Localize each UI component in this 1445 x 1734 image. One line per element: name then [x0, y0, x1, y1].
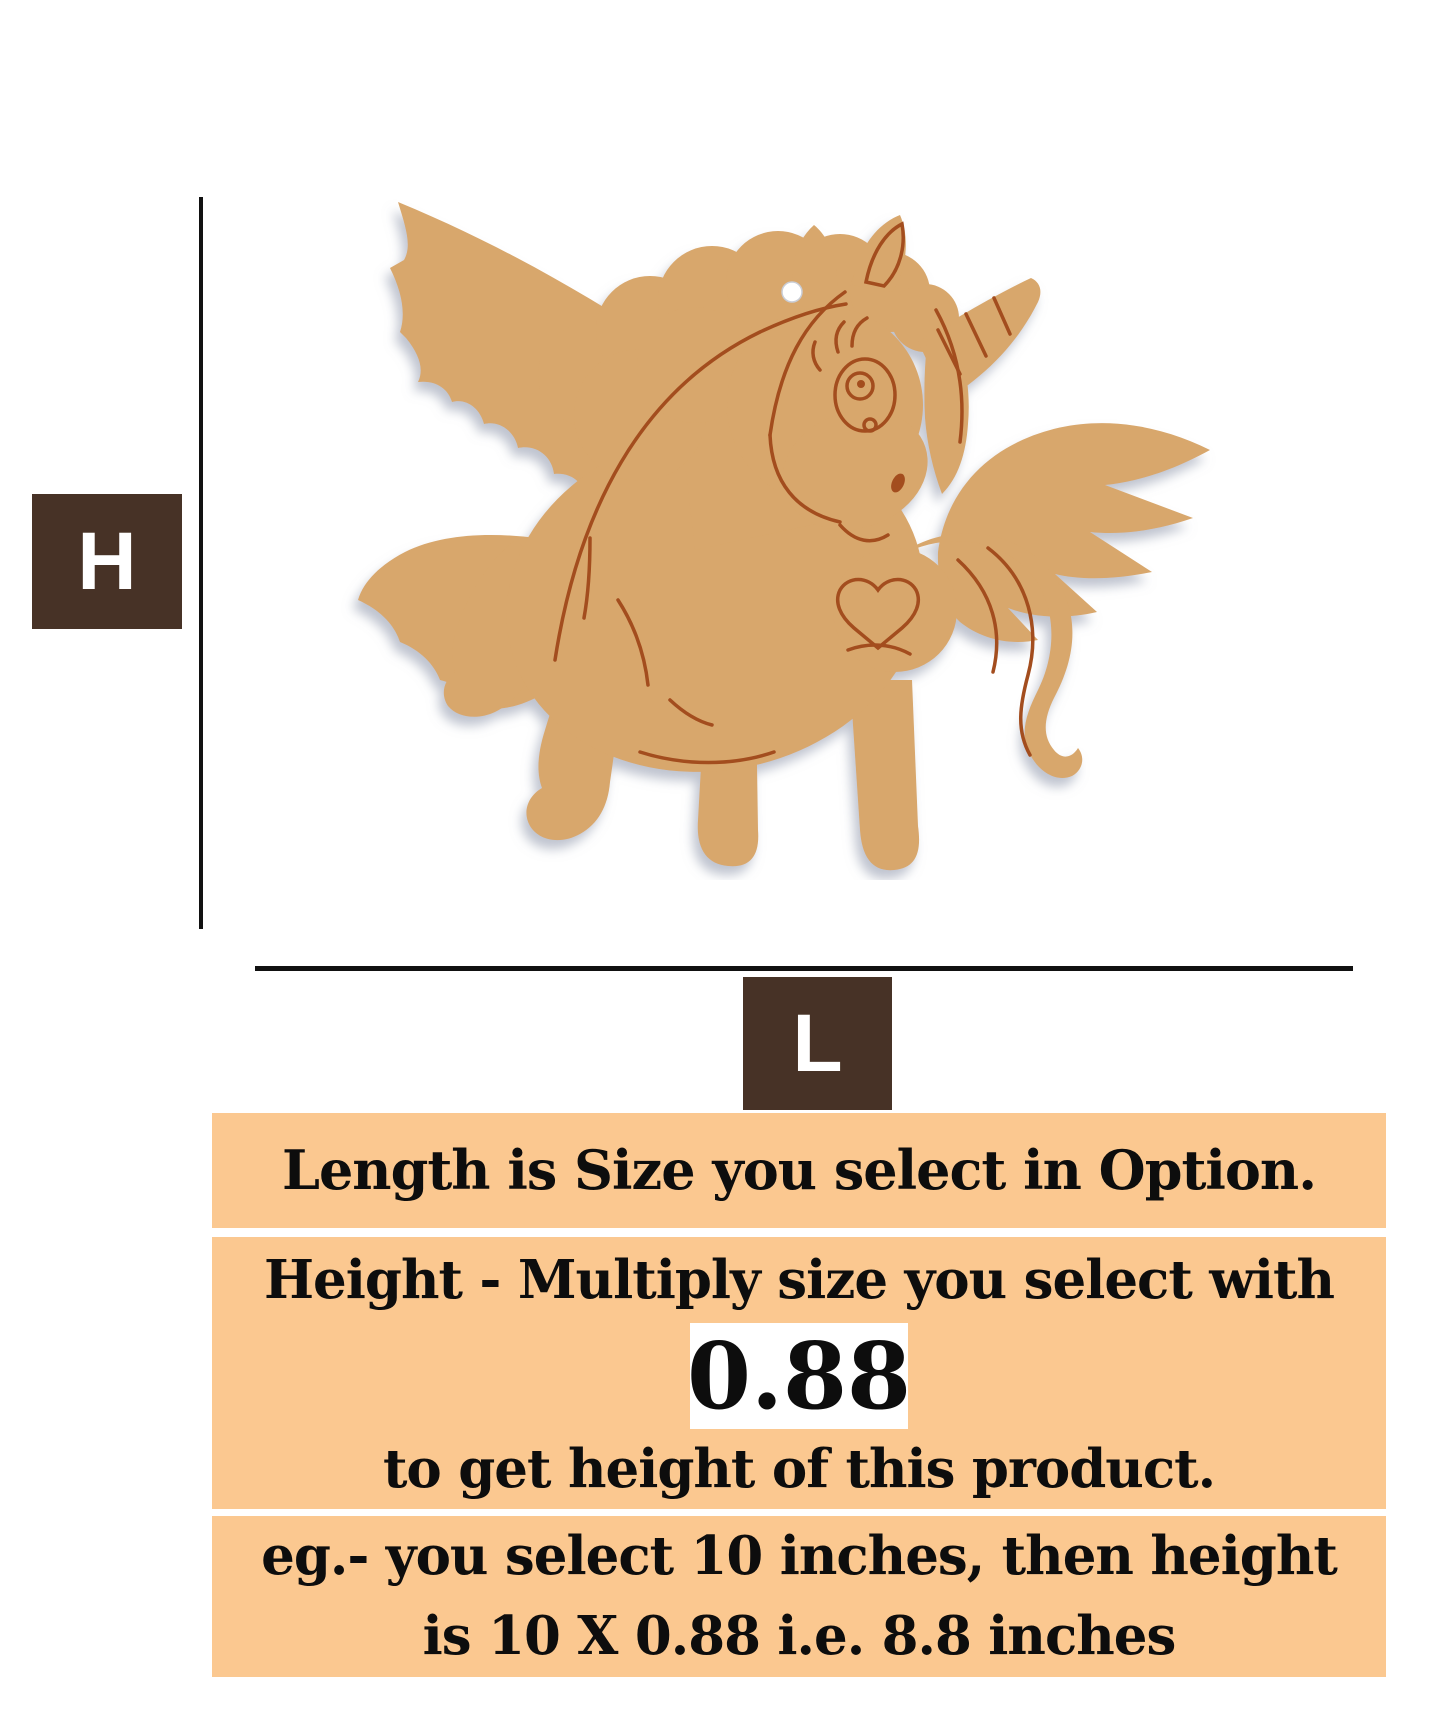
example-line2: is 10 X 0.88 i.e. 8.8 inches	[422, 1605, 1176, 1667]
multiplier-value-box	[686, 1322, 912, 1430]
example-note-bar	[212, 1516, 1386, 1677]
length-note-text: Length is Size you select in Option.	[281, 1138, 1316, 1202]
unicorn-cutout-image	[340, 180, 1220, 880]
multiplier-value: 0.88	[686, 1322, 912, 1430]
height-note-line2: to get height of this product.	[382, 1438, 1216, 1500]
unicorn-rump	[833, 548, 957, 672]
unicorn-silhouette	[358, 202, 1210, 870]
length-measure-line	[255, 966, 1353, 971]
length-note-bar	[212, 1113, 1386, 1228]
length-label: L	[792, 997, 843, 1089]
hanging-hole	[782, 282, 802, 302]
unicorn-right-wing	[938, 423, 1210, 642]
height-label-box	[32, 494, 182, 629]
length-label-box	[743, 977, 892, 1110]
height-note-line1: Height - Multiply size you select with	[263, 1249, 1335, 1311]
height-measure-line	[199, 197, 203, 929]
height-label: H	[77, 515, 137, 607]
example-line1: eg.- you select 10 inches, then height	[261, 1525, 1337, 1587]
height-note-bar	[212, 1237, 1386, 1509]
